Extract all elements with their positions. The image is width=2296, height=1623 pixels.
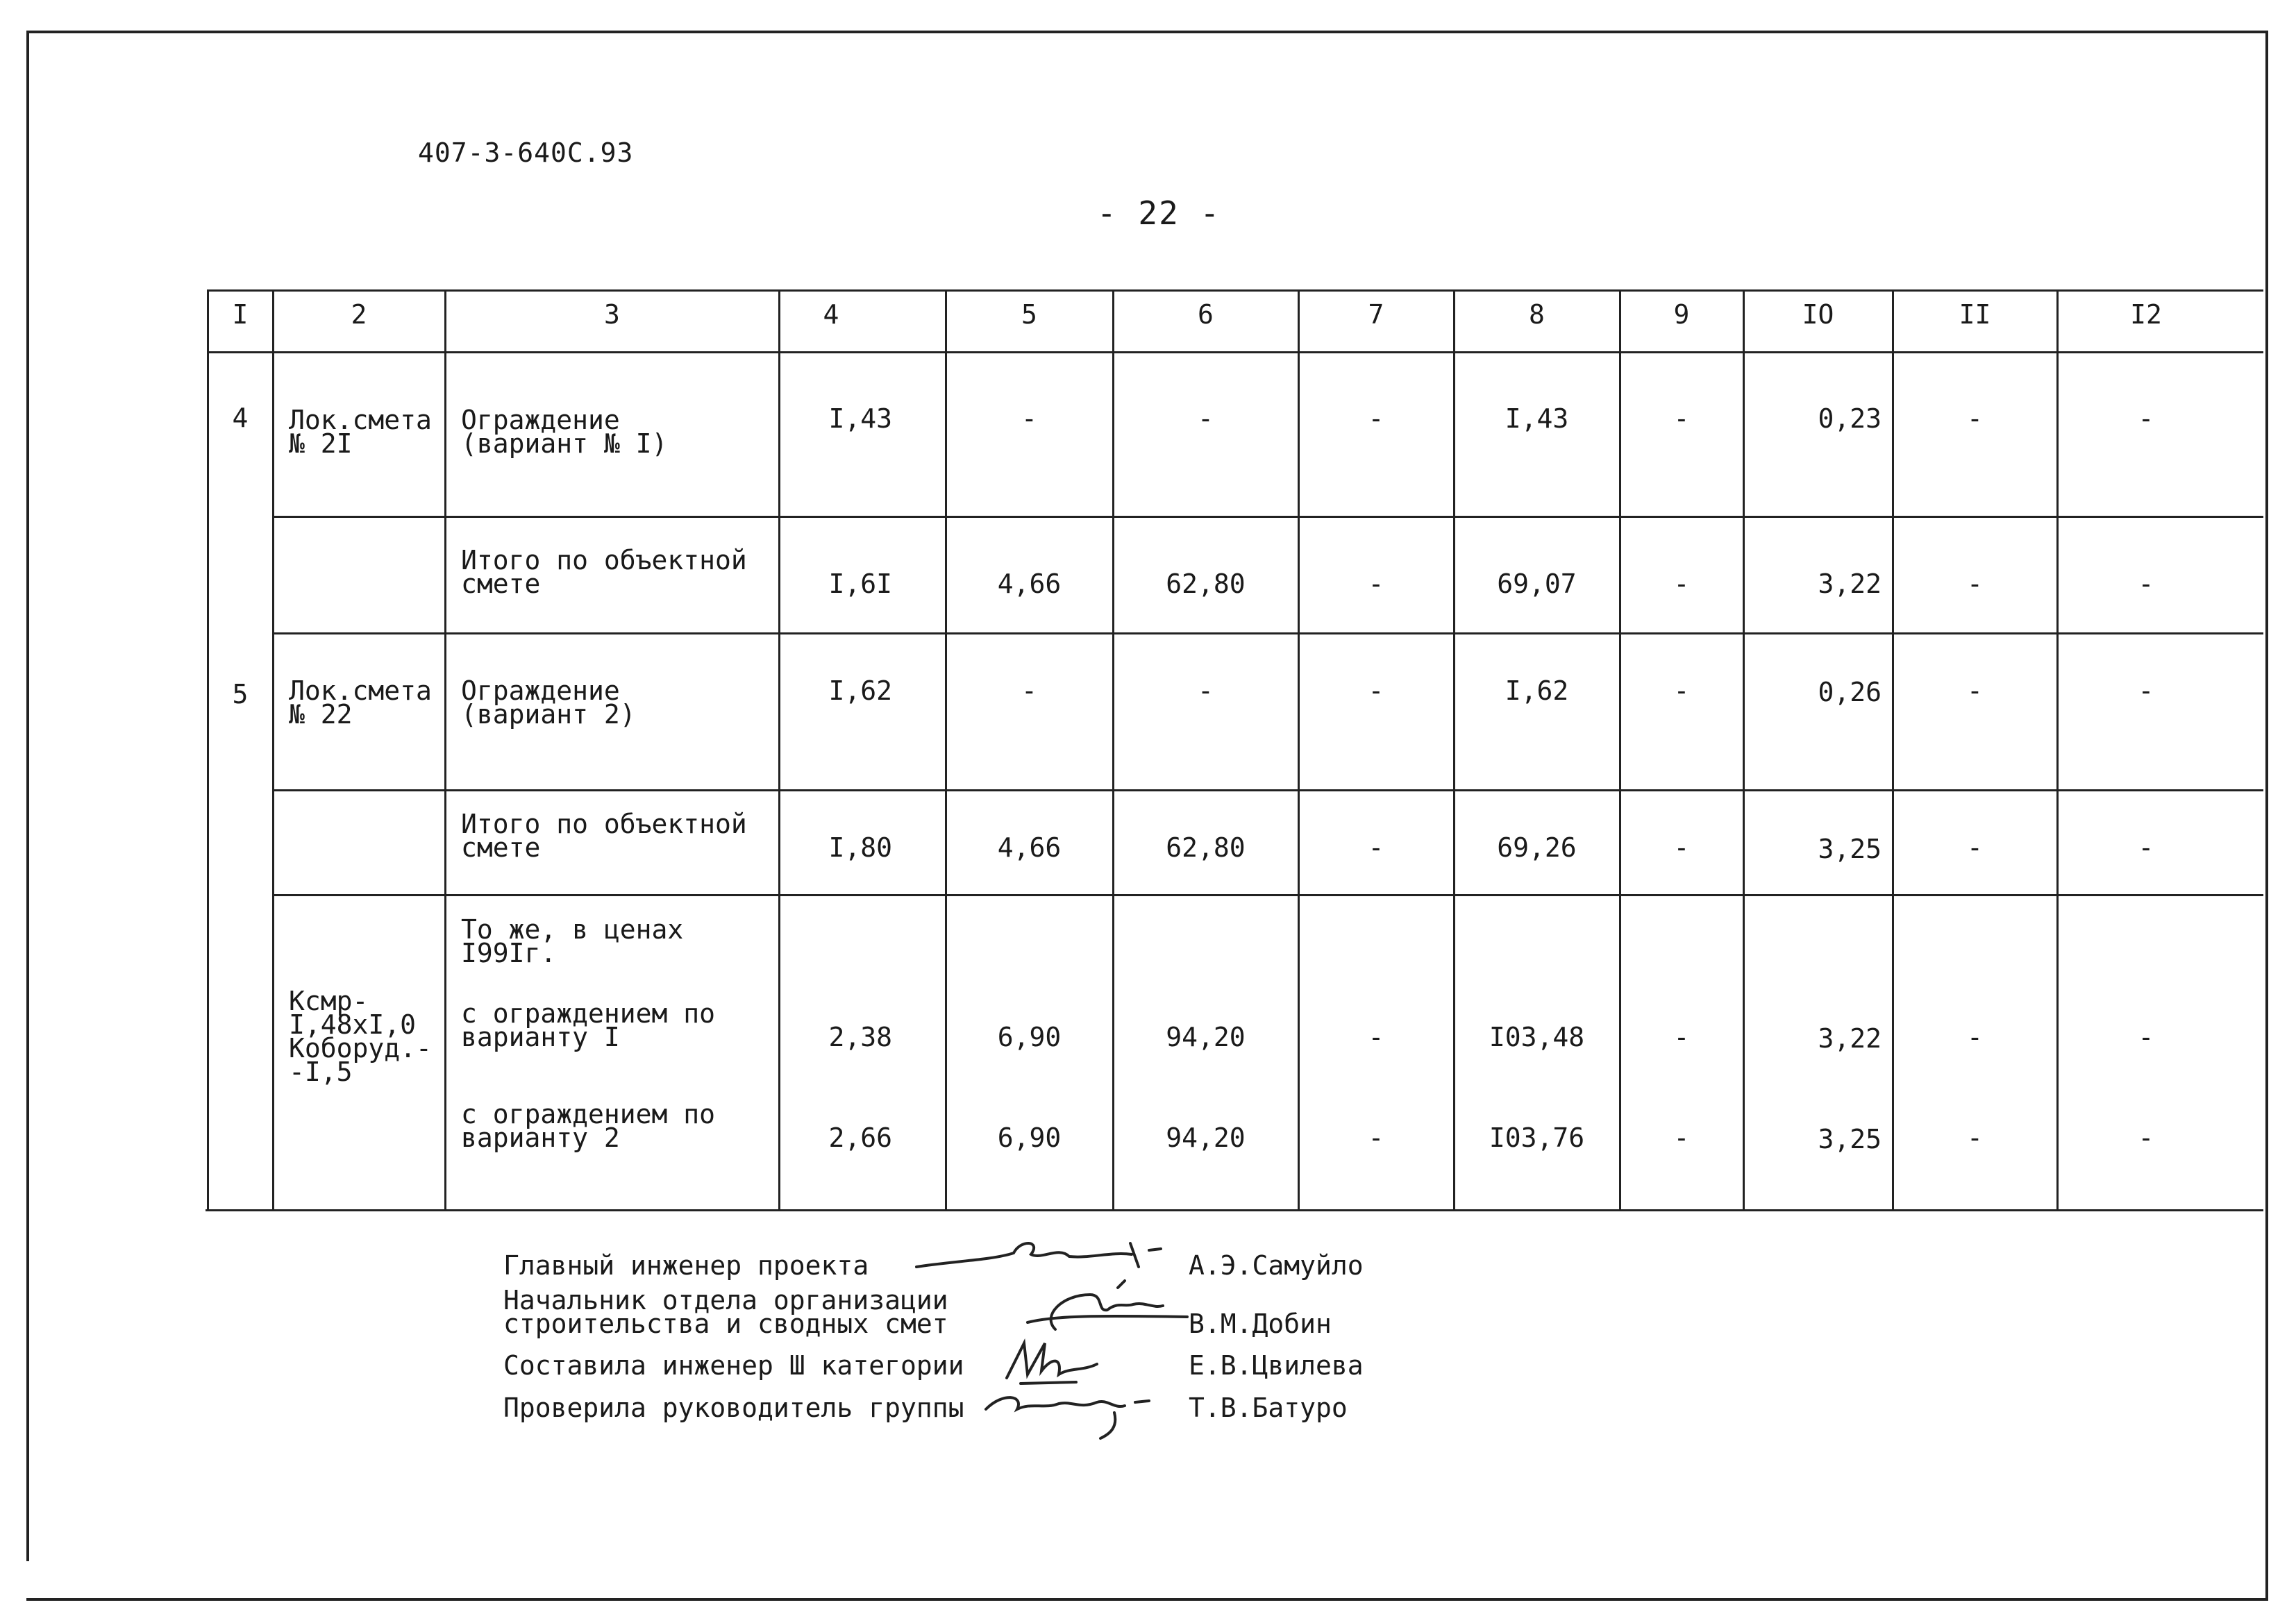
cell-value: 69,07 — [1497, 569, 1577, 599]
cell-value: 69,26 — [1497, 832, 1577, 863]
table-rule — [272, 894, 2263, 896]
table-rule — [272, 289, 274, 1211]
signatory-role: Проверила руководитель группы — [503, 1393, 964, 1423]
column-header: 6 — [1198, 299, 1214, 330]
page-frame-bottom — [26, 1598, 2268, 1601]
cell-value: - — [1967, 403, 1983, 434]
cell-value: 3,22 — [1818, 1023, 1882, 1054]
cell-value: 2,38 — [828, 1022, 892, 1052]
cell-value: - — [1673, 832, 1690, 863]
column-header: I2 — [2130, 299, 2162, 330]
cell-coefficients: Ксмр- I,48хI,0 Коборуд.- -I,5 — [289, 986, 432, 1087]
page-frame-right — [2265, 31, 2268, 1599]
cell-value: - — [1368, 403, 1384, 434]
cell-value: - — [1673, 403, 1690, 434]
cell-value: - — [1967, 675, 1983, 706]
table-rule — [444, 289, 446, 1211]
cell-value: - — [2138, 832, 2154, 863]
cell-value: - — [1368, 1022, 1384, 1052]
table-rule — [207, 351, 2263, 353]
cell-description: Ограждение (вариант 2) — [461, 675, 636, 730]
cell-value: 6,90 — [997, 1122, 1062, 1153]
column-header: 5 — [1021, 299, 1037, 330]
cell-value: - — [1368, 832, 1384, 863]
cell-value: 62,80 — [1166, 832, 1246, 863]
signatory-role: Начальник отдела организации строительства и сводных смет — [503, 1285, 948, 1339]
signatory-role: Составила инженер Ш категории — [503, 1350, 964, 1381]
cell-value: - — [1673, 1122, 1690, 1153]
cell-block-heading: То же, в ценах I99Iг. — [461, 914, 684, 968]
cell-description: Ограждение (вариант № I) — [461, 405, 668, 459]
cell-value: - — [2138, 1122, 2154, 1153]
handwritten-signature — [975, 1381, 1163, 1444]
table-rule — [272, 516, 2263, 518]
signatory-name: Т.В.Батуро — [1189, 1393, 1348, 1423]
table-rule — [207, 289, 2263, 292]
cell-value: 62,80 — [1166, 569, 1246, 599]
cell-value: - — [1198, 675, 1214, 706]
cell-value: - — [1368, 675, 1384, 706]
column-header: 2 — [351, 299, 367, 330]
cell-value: - — [1368, 1122, 1384, 1153]
cell-value: - — [1368, 569, 1384, 599]
column-header: 4 — [823, 299, 839, 330]
cell-value: - — [1967, 569, 1983, 599]
cell-value: - — [2138, 569, 2154, 599]
cell-description: с ограждением по варианту 2 — [461, 1099, 716, 1153]
cell-value: 4,66 — [997, 569, 1062, 599]
cell-value: - — [1021, 403, 1037, 434]
cell-value: - — [1021, 675, 1037, 706]
cell-estimate-ref: Лок.смета № 22 — [289, 675, 432, 730]
cell-value: I,62 — [1505, 675, 1569, 706]
cell-value: 94,20 — [1166, 1122, 1246, 1153]
cell-value: - — [1673, 1022, 1690, 1052]
page-frame-left — [26, 31, 29, 1561]
cell-value: I,43 — [828, 403, 892, 434]
column-header: 9 — [1673, 299, 1690, 330]
cell-value: 3,22 — [1818, 569, 1882, 599]
cell-value: 3,25 — [1818, 1124, 1882, 1154]
cell-value: I,6I — [828, 569, 892, 599]
cell-value: 0,26 — [1818, 677, 1882, 707]
cell-value: 94,20 — [1166, 1022, 1246, 1052]
signatory-name: Е.В.Цвилева — [1189, 1350, 1364, 1381]
page-frame-top — [28, 31, 2267, 33]
cell-description: с ограждением по варианту I — [461, 998, 716, 1052]
cell-value: - — [1967, 1022, 1983, 1052]
cell-estimate-ref: Лок.смета № 2I — [289, 405, 432, 459]
column-header: I — [232, 299, 249, 330]
cell-description: Итого по объектной смете — [461, 545, 747, 599]
cell-value: - — [1673, 675, 1690, 706]
cell-description: Итого по объектной смете — [461, 809, 747, 863]
signatory-role: Главный инженер проекта — [503, 1250, 869, 1281]
cell-position: 4 — [232, 403, 249, 433]
cell-value: 6,90 — [997, 1022, 1062, 1052]
cell-value: I,80 — [828, 832, 892, 863]
column-header: 3 — [604, 299, 620, 330]
table-rule — [272, 632, 2263, 634]
cell-value: - — [2138, 675, 2154, 706]
cell-value: - — [1967, 1122, 1983, 1153]
column-header: 7 — [1368, 299, 1384, 330]
cell-value: - — [1967, 832, 1983, 863]
cell-value: - — [2138, 1022, 2154, 1052]
cell-value: I03,48 — [1489, 1022, 1585, 1052]
signatory-name: А.Э.Самуйло — [1189, 1250, 1364, 1281]
cell-value: 4,66 — [997, 832, 1062, 863]
page-number: - 22 - — [1097, 194, 1221, 232]
column-header: IO — [1802, 299, 1834, 330]
column-header: II — [1959, 299, 1991, 330]
table-rule — [206, 1209, 2263, 1211]
cell-value: - — [1198, 403, 1214, 434]
document-code: 407-3-640С.93 — [418, 137, 634, 168]
cell-value: 3,25 — [1818, 834, 1882, 864]
cell-value: - — [1673, 569, 1690, 599]
cell-position: 5 — [232, 679, 249, 709]
handwritten-signature — [1014, 1274, 1201, 1336]
cell-value: 2,66 — [828, 1122, 892, 1153]
table-rule — [272, 789, 2263, 791]
cell-value: I,43 — [1505, 403, 1569, 434]
cell-value: - — [2138, 403, 2154, 434]
cell-value: I,62 — [828, 675, 892, 706]
column-header: 8 — [1529, 299, 1545, 330]
cell-value: 0,23 — [1818, 403, 1882, 434]
signatory-name: В.М.Добин — [1189, 1309, 1332, 1339]
cell-value: I03,76 — [1489, 1122, 1585, 1153]
